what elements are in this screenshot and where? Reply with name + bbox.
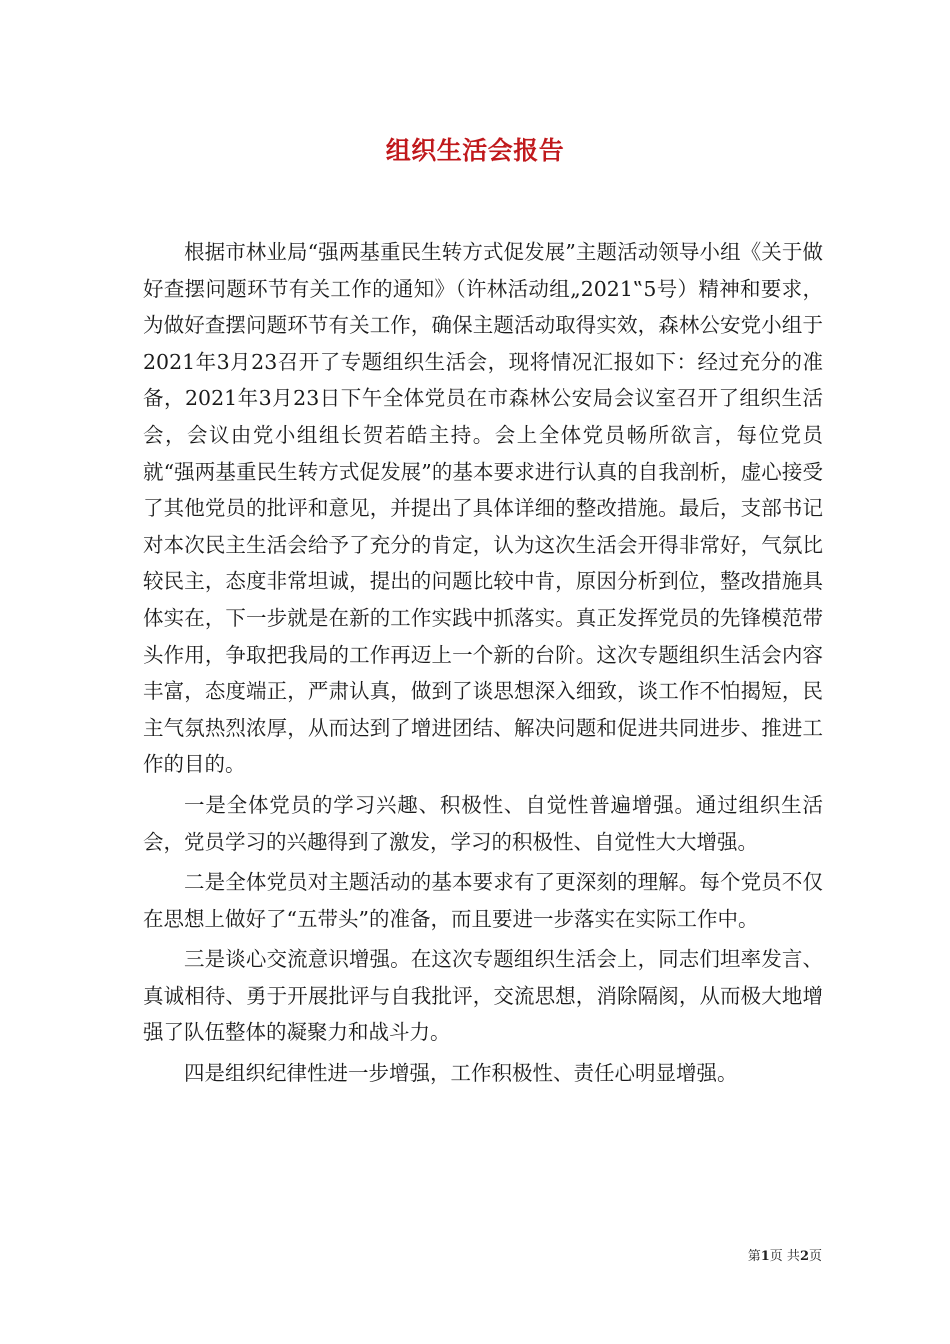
document-title: 组织生活会报告 (385, 136, 565, 165)
page-footer (748, 1245, 822, 1264)
paragraph-point-4: 四是组织纪律性进一步增强，工作积极性、责任心明显增强。 (184, 1061, 738, 1086)
paragraph-point-1: 一是全体党员的学习兴趣、积极性、自觉性普遍增强。通过组织生活会，党员学习的兴趣得到了激发，学习的积极性、自觉性大大增强。 (143, 792, 823, 854)
document-body (143, 234, 823, 1092)
paragraph-point-3: 三是谈心交流意识增强。在这次专题组织生活会上，同志们坦率发言、真诚相待、勇于开展批评与自我批评，交流思想，消除隔阂，从而极大地增强了队伍整体的凝聚力和战斗力。 (143, 947, 823, 1045)
footer-suffix: 页 (808, 1249, 822, 1264)
footer-current-page: 1 (760, 1249, 770, 1264)
footer-total-pages: 2 (799, 1249, 809, 1264)
paragraph-intro: 根据市林业局“强两基重民生转方式促发展”主题活动领导小组《关于做好查摆问题环节有关工作的通知》（许林活动组„2021‟5号）精神和要求，为做好查摆问题环节有关工作，确保主题活动取得实效，森林公安党小组于2021年3月23召开了专题组织生活会，现将情况汇报如下：经过充分的准备，2021年3月23日下午全体党员在市森林公安局会议室召开了组织生活会，会议由党小组组长贺若皓主持。会上全体党员畅所欲言，每位党员就“强两基重民生转方式促发展”的基本要求进行认真的自我剖析，虚心接受了其他党员的批评和意见，并提出了具体详细的整改措施。最后，支部书记对本次民主生活会给予了充分的肯定，认为这次生活会开得非常好，气氛比较民主，态度非常坦诚，提出的问题比较中肯，原因分析到位，整改措施具体实在，下一步就是在新的工作实践中抓落实。真正发挥党员的先锋模范带头作用，争取把我局的工作再迈上一个新的台阶。这次专题组织生活会内容丰富，态度端正，严肃认真，做到了谈思想深入细致，谈工作不怕揭短，民主气氛热烈浓厚，从而达到了增进团结、解决问题和促进共同进步、推进工作的目的。 (143, 240, 823, 777)
footer-middle: 页 共 (769, 1249, 800, 1264)
paragraph-point-2: 二是全体党员对主题活动的基本要求有了更深刻的理解。每个党员不仅在思想上做好了“五带头”的准备，而且要进一步落实在实际工作中。 (143, 870, 823, 931)
footer-prefix: 第 (747, 1249, 761, 1264)
